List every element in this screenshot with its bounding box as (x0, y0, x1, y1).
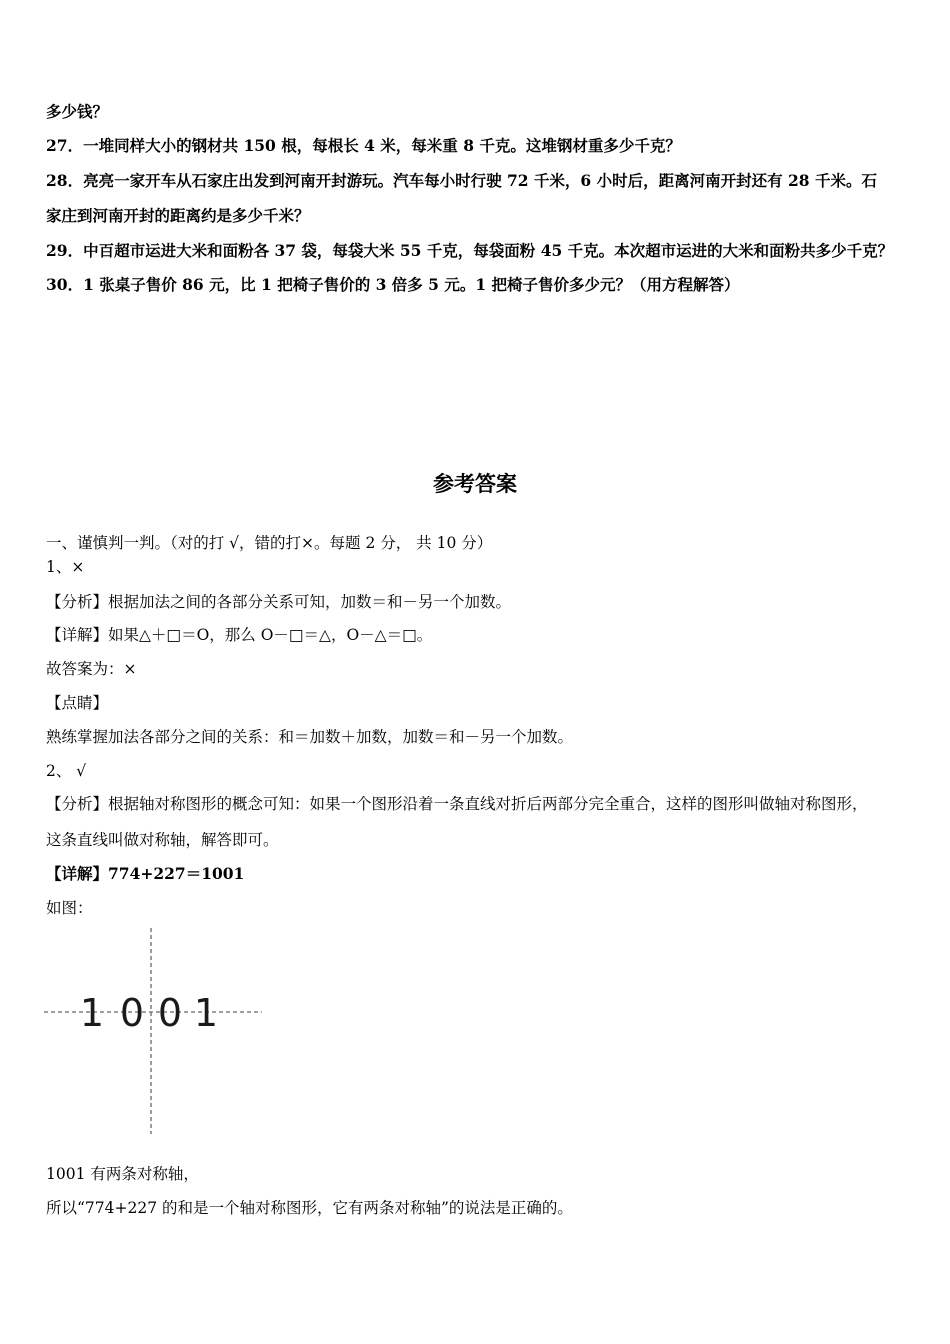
item1-conclusion: 故答案为：× (46, 660, 137, 678)
item1-tip-heading: 【点睛】 (46, 694, 109, 712)
digit-2: 0 (119, 991, 145, 1035)
item1-detail: 【详解】如果△＋□＝O，那么 O－□＝△，O－△＝□。 (46, 626, 433, 644)
item1-analysis: 【分析】根据加法之间的各部分关系可知，加数＝和－另一个加数。 (46, 593, 512, 611)
question-30: 30．1 张桌子售价 86 元，比 1 把椅子售价的 3 倍多 5 元。1 把椅子售价多少元？（用方程解答） (46, 275, 740, 294)
item2-detail: 【详解】774+227＝1001 (46, 864, 245, 883)
digit-1: 1 (79, 991, 105, 1035)
question-28-line1: 28．亮亮一家开车从石家庄出发到河南开封游玩。汽车每小时行驶 72 千米，6 小时后，距离河南开封还有 28 千米。石 (46, 171, 877, 190)
item2-after1: 1001 有两条对称轴， (46, 1165, 199, 1183)
symmetry-figure (44, 928, 264, 1134)
item2-after2: 所以“774+227 的和是一个轴对称图形，它有两条对称轴”的说法是正确的。 (46, 1199, 573, 1217)
section1-heading: 一、谨慎判一判。（对的打 √，错的打×。每题 2 分， 共 10 分） (46, 534, 493, 552)
question-26-tail: 多少钱？ (46, 102, 109, 121)
item2-analysis-line1: 【分析】根据轴对称图形的概念可知：如果一个图形沿着一条直线对折后两部分完全重合，这样的图形叫做轴对称图形， (46, 795, 868, 813)
item2-analysis-line2: 这条直线叫做对称轴，解答即可。 (46, 831, 279, 849)
question-28-line2: 家庄到河南开封的距离约是多少千米？ (46, 206, 310, 225)
question-29: 29．中百超市运进大米和面粉各 37 袋，每袋大米 55 千克，每袋面粉 45 千克。本次超市运进的大米和面粉共多少千克？ (46, 241, 894, 260)
item1-number: 1、× (46, 558, 85, 576)
answers-title: 参考答案 (433, 472, 517, 496)
figure-caption: 如图： (46, 899, 93, 917)
question-27: 27．一堆同样大小的钢材共 150 根，每根长 4 米，每米重 8 千克。这堆钢材重多少千克？ (46, 136, 681, 155)
digit-4: 1 (193, 991, 219, 1035)
item2-number: 2、 √ (46, 762, 87, 780)
item1-tip: 熟练掌握加法各部分之间的关系：和＝加数＋加数，加数＝和－另一个加数。 (46, 728, 574, 746)
digit-3: 0 (157, 991, 183, 1035)
